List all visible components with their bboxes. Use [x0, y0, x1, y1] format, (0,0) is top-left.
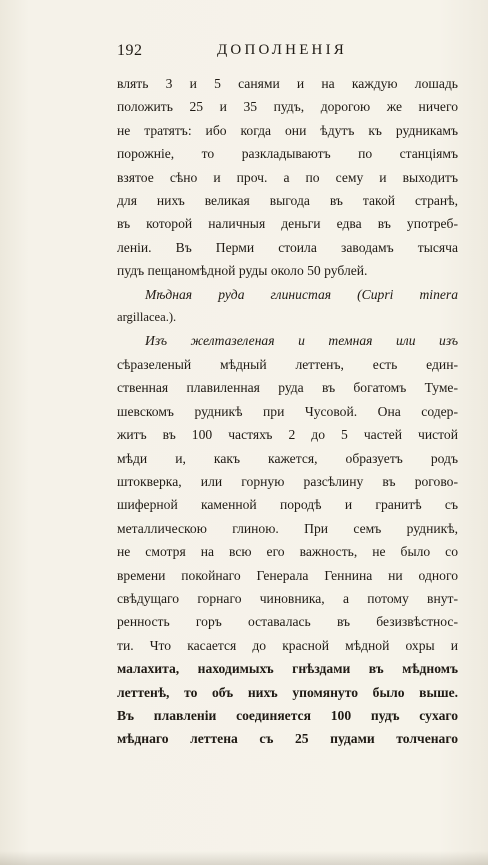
text-line: въ которой наличныя деньги едва въ употреб-	[117, 216, 458, 232]
running-head: ДОПОЛНЕНІЯ	[217, 42, 347, 58]
text-line: житъ въ 100 частяхъ 2 до 5 частей чистой	[117, 427, 458, 443]
body-text	[117, 72, 458, 751]
text-line: свѣдущаго горнаго чиновника, а потому внут-	[117, 590, 458, 606]
text-line: Въ плавленіи соединяется 100 пудъ сухаго	[117, 707, 458, 723]
text-line: шевскомъ рудникѣ при Чусовой. Она содер-	[117, 403, 458, 419]
text-line: леніи. Въ Перми стоила заводамъ тысяча	[117, 239, 458, 255]
section-heading: Мѣдная руда глинистая (Cupri minera	[145, 286, 458, 302]
text-line: леттенѣ, то объ нихъ упомянуто было выше.	[117, 684, 458, 700]
text-line: мѣднаго леттена съ 25 пудами толченаго	[117, 731, 458, 747]
text-line: штокверка, или горную разсѣлину въ рогово-	[117, 473, 458, 489]
text-line: малахита, находимыхъ гнѣздами въ мѣдномъ	[117, 661, 458, 677]
text-line: шиферной каменной породѣ и гранитѣ съ	[117, 497, 458, 513]
text-line: взятое сѣно и проч. а по сему и выходитъ	[117, 169, 458, 185]
text-line: не тратятъ: ибо когда они ѣдутъ къ рудникамъ	[117, 122, 458, 138]
page-edge-shadow	[0, 851, 488, 865]
text-line: ти. Что касается до красной мѣдной охры и	[117, 637, 458, 653]
text-line: положить 25 и 35 пудъ, дорогою же ничего	[117, 99, 458, 115]
text-line: не смотря на всю его важность, не было со	[117, 544, 458, 560]
text-line: влять 3 и 5 санями и на каждую лошадь	[117, 76, 458, 91]
page-header	[117, 42, 462, 64]
text-line: пудъ пещаномѣдной руды около 50 рублей.	[117, 263, 368, 279]
text-line: времени покойнаго Генерала Геннина ни одного	[117, 567, 458, 583]
text-line: порожніе, то разкладываютъ по станціямъ	[117, 146, 458, 162]
section-heading-latin: argillacea.).	[117, 310, 177, 325]
text-line: сѣразеленый мѣдный леттенъ, есть един-	[117, 356, 458, 372]
page-number: 192	[117, 42, 143, 59]
text-line: металлическою глиною. При семъ рудникѣ,	[117, 520, 458, 536]
text-line: ственная плавиленная руда въ богатомъ Туме-	[117, 380, 458, 396]
text-line: мѣди и, какъ кажется, образуетъ родъ	[117, 450, 458, 466]
text-line: Изъ желтазеленая и темная или изъ	[145, 333, 458, 349]
text-line: для нихъ великая выгода въ такой странѣ,	[117, 193, 458, 209]
text-line: ренность горъ оставалась въ безизвѣстнос-	[117, 614, 458, 630]
